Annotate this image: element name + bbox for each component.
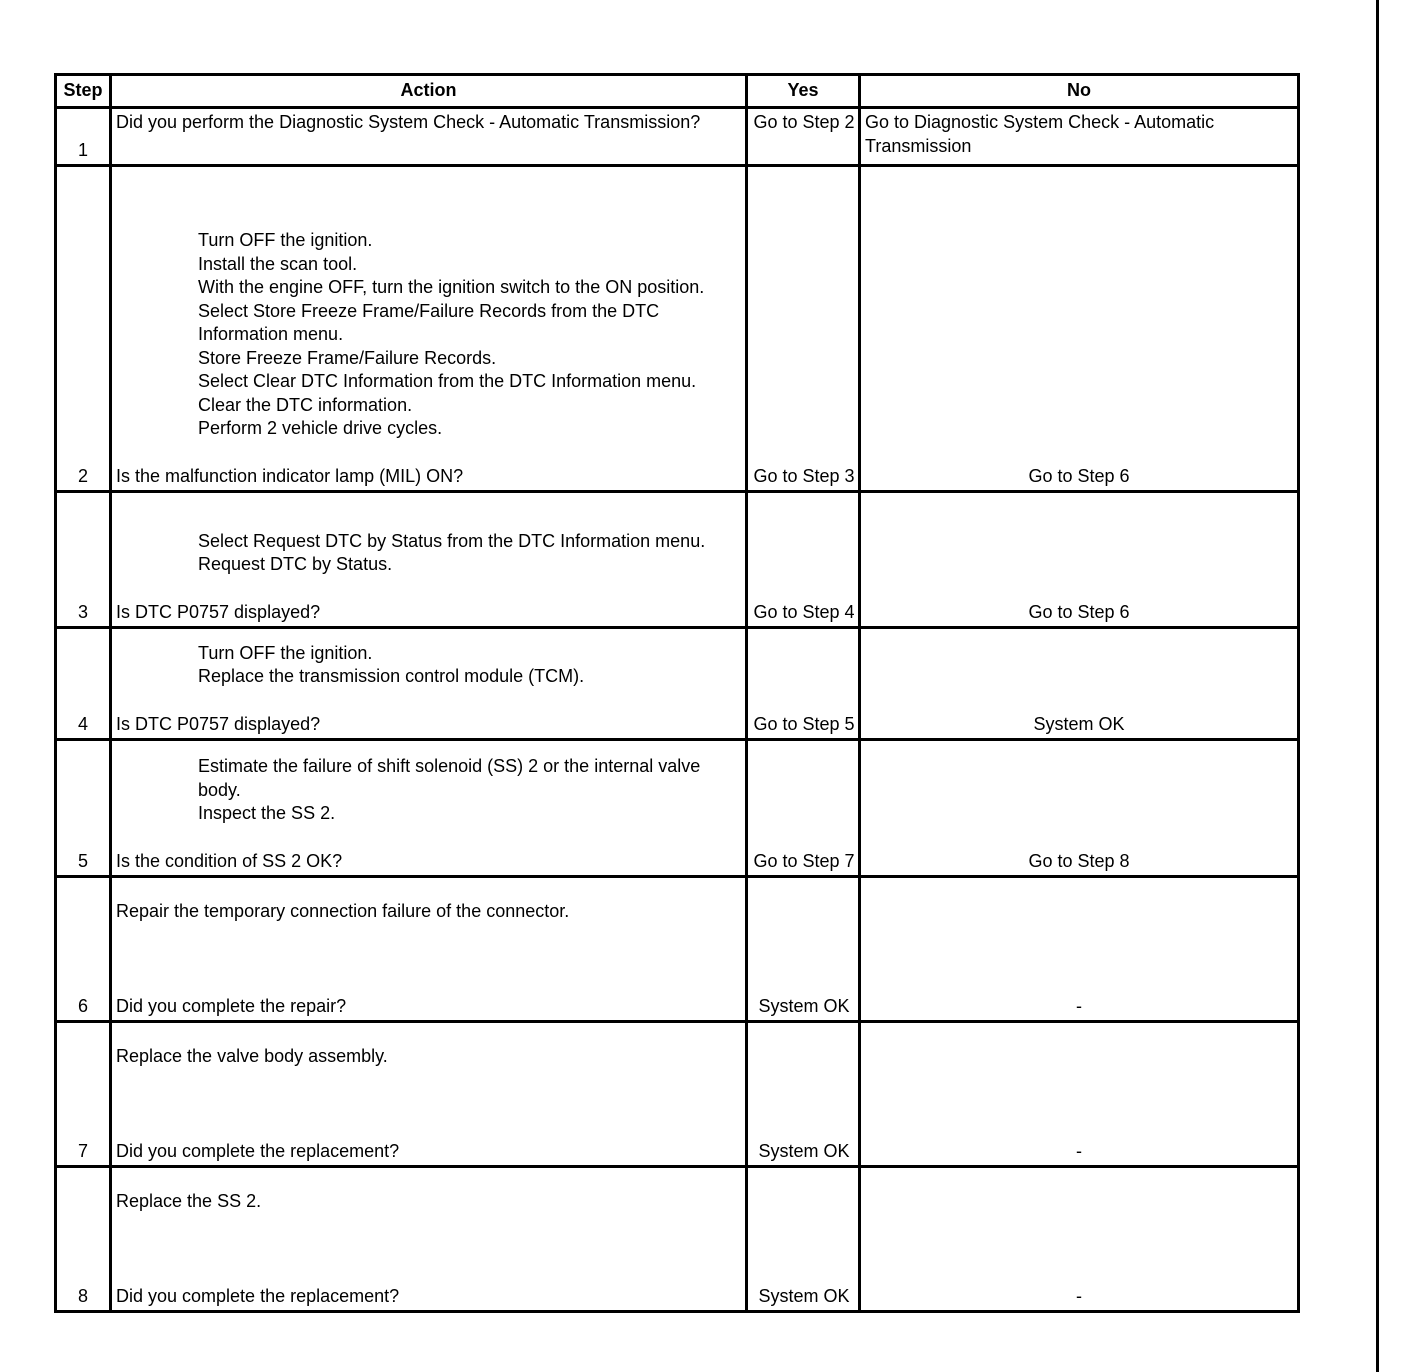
step-number: 8 — [56, 1167, 111, 1312]
no-cell — [860, 740, 1299, 877]
no-result: Go to Step 6 — [1028, 465, 1130, 486]
diagnostic-table — [54, 73, 1300, 1313]
action-cell — [111, 877, 747, 1022]
step-number: 3 — [56, 492, 111, 628]
no-cell — [860, 628, 1299, 740]
no-cell — [860, 492, 1299, 628]
header-step: Step — [56, 75, 111, 108]
yes-result: Go to Step 5 — [753, 713, 855, 734]
yes-result: Go to Step 3 — [753, 465, 855, 486]
action-step: Install the scan tool. — [198, 253, 358, 274]
action-steps-list — [198, 642, 741, 689]
yes-result: System OK — [758, 1140, 850, 1161]
action-step: Perform 2 vehicle drive cycles. — [198, 418, 443, 438]
step-number: 4 — [56, 628, 111, 740]
yes-result: Go to Step 2 — [753, 112, 855, 132]
action-cell — [111, 628, 747, 740]
action-cell — [111, 166, 747, 492]
yes-cell — [747, 108, 860, 166]
no-result: Go to Step 6 — [1028, 601, 1130, 622]
yes-cell — [747, 1022, 860, 1167]
action-steps-list — [198, 755, 741, 826]
action-question: Did you complete the repair? — [116, 995, 347, 1016]
no-result: - — [1076, 1285, 1082, 1306]
table-row — [56, 492, 1299, 628]
action-cell — [111, 492, 747, 628]
table-row — [56, 1167, 1299, 1312]
action-description: Replace the SS 2. — [116, 1191, 262, 1211]
step-number: 7 — [56, 1022, 111, 1167]
table-row — [56, 628, 1299, 740]
header-yes: Yes — [747, 75, 860, 108]
header-row — [56, 75, 1299, 108]
no-cell — [860, 166, 1299, 492]
action-step: Select Clear DTC Information from the DTC Information menu. — [198, 371, 697, 391]
action-step: Select Store Freeze Frame/Failure Records from the DTC Information menu. — [198, 300, 660, 344]
yes-cell — [747, 628, 860, 740]
no-cell — [860, 1022, 1299, 1167]
action-question: Is the condition of SS 2 OK? — [116, 850, 343, 871]
table-row — [56, 108, 1299, 166]
no-cell — [860, 877, 1299, 1022]
step-number: 2 — [56, 166, 111, 492]
action-steps-list — [198, 530, 741, 577]
table-row — [56, 740, 1299, 877]
no-result: - — [1076, 995, 1082, 1016]
yes-cell — [747, 492, 860, 628]
action-steps-list — [198, 229, 741, 441]
action-question: Is the malfunction indicator lamp (MIL) ON? — [116, 465, 464, 486]
no-result: - — [1076, 1140, 1082, 1161]
page-border-line — [1376, 0, 1379, 1372]
yes-result: System OK — [758, 1285, 850, 1306]
action-question: Did you complete the replacement? — [116, 1285, 400, 1306]
action-step: Turn OFF the ignition. — [198, 230, 373, 250]
action-step: Select Request DTC by Status from the DTC Information menu. — [198, 530, 706, 551]
action-question: Is DTC P0757 displayed? — [116, 713, 321, 734]
action-step: Estimate the failure of shift solenoid (SS) 2 or the internal valve body. — [198, 756, 701, 800]
action-step: Clear the DTC information. — [198, 394, 413, 415]
action-step: Request DTC by Status. — [198, 554, 393, 574]
action-description: Repair the temporary connection failure of the connector. — [116, 901, 570, 921]
no-cell — [860, 108, 1299, 166]
step-number: 5 — [56, 740, 111, 877]
action-question: Did you perform the Diagnostic System Check - Automatic Transmission? — [116, 112, 701, 132]
no-result: Go to Diagnostic System Check - Automatic Transmission — [865, 112, 1215, 156]
action-cell — [111, 1167, 747, 1312]
yes-cell — [747, 877, 860, 1022]
no-result: Go to Step 8 — [1028, 850, 1130, 871]
action-cell — [111, 740, 747, 877]
action-step: Turn OFF the ignition. — [198, 642, 373, 663]
action-question: Is DTC P0757 displayed? — [116, 601, 321, 622]
step-number: 1 — [56, 108, 111, 166]
no-result: System OK — [1033, 713, 1125, 734]
yes-result: Go to Step 7 — [753, 850, 855, 871]
action-question: Did you complete the replacement? — [116, 1140, 400, 1161]
table-row — [56, 1022, 1299, 1167]
yes-cell — [747, 740, 860, 877]
yes-result: System OK — [758, 995, 850, 1016]
action-step: Inspect the SS 2. — [198, 803, 336, 823]
table-row — [56, 166, 1299, 492]
yes-cell — [747, 166, 860, 492]
action-step: With the engine OFF, turn the ignition switch to the ON position. — [198, 277, 705, 297]
header-action: Action — [111, 75, 747, 108]
yes-result: Go to Step 4 — [753, 601, 855, 622]
header-no: No — [860, 75, 1299, 108]
step-number: 6 — [56, 877, 111, 1022]
table-row — [56, 877, 1299, 1022]
action-cell — [111, 1022, 747, 1167]
action-step: Replace the transmission control module (TCM). — [198, 666, 585, 686]
no-cell — [860, 1167, 1299, 1312]
action-cell — [111, 108, 747, 166]
action-step: Store Freeze Frame/Failure Records. — [198, 347, 497, 368]
action-description: Replace the valve body assembly. — [116, 1046, 388, 1066]
yes-cell — [747, 1167, 860, 1312]
